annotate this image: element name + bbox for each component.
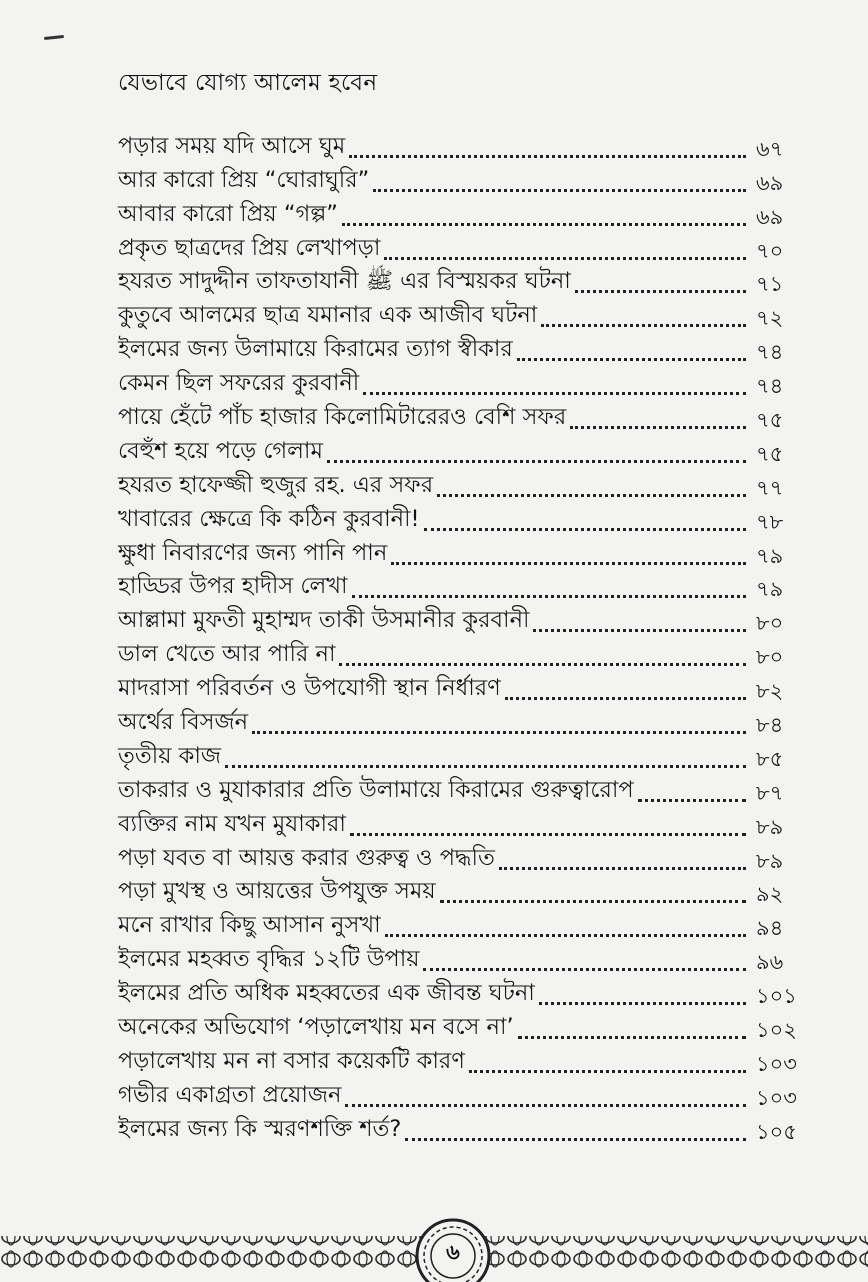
toc-entry-title: অর্থের বিসর্জন — [118, 709, 249, 736]
toc-entry — [118, 670, 808, 704]
toc-entry-title: হযরত হাফেজ্জী হুজুর রহ. এর সফর — [118, 471, 434, 498]
dot-leader — [373, 189, 746, 192]
dot-leader — [424, 528, 746, 531]
dot-leader — [385, 934, 746, 937]
toc-entry-page: ৯২ — [756, 882, 784, 907]
toc-entry-page: ৭২ — [756, 306, 784, 331]
toc-entry — [118, 1043, 808, 1077]
toc-entry — [118, 331, 808, 365]
toc-entry — [118, 399, 808, 433]
toc-entry-title: তৃতীয় কাজ — [118, 742, 222, 769]
toc-entry — [118, 365, 808, 399]
dot-leader — [518, 1036, 746, 1039]
toc-entry — [118, 535, 808, 569]
toc-entry-title: তাকরার ও মুযাকারার প্রতি উলামায়ে কিরামের গুরুত্বারোপ — [118, 776, 634, 803]
toc-entry-page: ৭৪ — [756, 374, 784, 399]
toc-entry-page: ৬৯ — [756, 204, 784, 229]
dot-leader — [499, 867, 746, 870]
dot-leader — [350, 833, 746, 836]
toc-entry-page: ৭৫ — [756, 441, 784, 466]
toc-entry-page: ৭০ — [756, 238, 784, 263]
toc-entry-page: ১০২ — [756, 1018, 797, 1043]
toc-entry-page: ৮২ — [756, 679, 784, 704]
toc-entry-page: ১০৫ — [756, 1119, 797, 1144]
toc-entry-title: ইলমের জন্য কি স্মরণশক্তি শর্ত? — [118, 1115, 402, 1142]
toc-entry — [118, 941, 808, 975]
toc-entry-title: পায়ে হেঁটে পাঁচ হাজার কিলোমিটারেরও বেশি সফর — [118, 404, 567, 431]
toc-entry-page: ৯৬ — [756, 950, 784, 975]
toc-entry-title: ডাল খেতে আর পারি না — [118, 641, 336, 668]
toc-entry — [118, 975, 808, 1009]
toc-entry-page: ৮৪ — [756, 713, 784, 738]
toc-entry-page: ৭১ — [756, 272, 784, 297]
toc-entry — [118, 636, 808, 670]
toc-entry-page: ৮৭ — [756, 780, 784, 805]
toc-entry-title: পড়ার সময় যদি আসে ঘুম — [118, 132, 346, 159]
dot-leader — [252, 731, 746, 734]
page-number: ৬ — [446, 1240, 460, 1264]
dot-leader — [437, 494, 746, 497]
toc-entry — [118, 1077, 808, 1111]
running-header: যেভাবে যোগ্য আলেম হবেন — [118, 70, 378, 96]
toc-entry-page: ৮৫ — [756, 746, 784, 771]
dot-leader — [423, 968, 746, 971]
toc-entry-page: ১০৩ — [756, 1085, 797, 1110]
toc-entry-page: ৭৯ — [756, 577, 784, 602]
dot-leader — [533, 629, 746, 632]
toc-entry-page: ৭৭ — [756, 475, 784, 500]
toc-entry — [118, 433, 808, 467]
dot-leader — [575, 290, 746, 293]
toc-entry-page: ৮৯ — [756, 848, 784, 873]
toc-entry-title: কুতুবে আলমের ছাত্র যমানার এক আজীব ঘটনা — [118, 302, 538, 329]
dot-leader — [391, 562, 746, 565]
toc-entry-title: পড়া যবত বা আয়ত্ত করার গুরুত্ব ও পদ্ধতি — [118, 844, 495, 871]
toc-entry — [118, 1009, 808, 1043]
toc-entry-title: প্রকৃত ছাত্রদের প্রিয় লেখাপড়া — [118, 234, 381, 261]
dot-leader — [570, 426, 746, 429]
dot-leader — [327, 460, 746, 463]
toc-entry — [118, 602, 808, 636]
toc-entry-page: ৬৯ — [756, 170, 784, 195]
toc-entry-title: বেহুঁশ হয়ে পড়ে গেলাম — [118, 437, 323, 464]
dot-leader — [345, 1104, 746, 1107]
toc-entry-page: ৮০ — [756, 645, 784, 670]
dot-leader — [363, 392, 746, 395]
toc-entry — [118, 840, 808, 874]
toc-entry — [118, 772, 808, 806]
dot-leader — [342, 223, 746, 226]
dot-leader — [505, 697, 746, 700]
dot-leader — [469, 1070, 746, 1073]
toc-entry — [118, 162, 808, 196]
toc-entry — [118, 569, 808, 603]
toc-entry-title: ইলমের মহব্বত বৃদ্ধির ১২টি উপায় — [118, 946, 420, 973]
toc-entry-title: আবার কারো প্রিয় “গল্প” — [118, 200, 338, 227]
dot-leader — [539, 1002, 746, 1005]
toc-entry-page: ৮০ — [756, 611, 784, 636]
toc-entry — [118, 467, 808, 501]
toc-entry-title: ক্ষুধা নিবারণের জন্য পানি পান — [118, 539, 388, 566]
dot-leader — [541, 324, 746, 327]
ink-mark — [44, 35, 64, 40]
toc-entry — [118, 230, 808, 264]
toc-entry-title: খাবারের ক্ষেত্রে কি কঠিন কুরবানী! — [118, 505, 420, 532]
toc-entry-title: পড়ালেখায় মন না বসার কয়েকটি কারণ — [118, 1047, 465, 1074]
toc-entry — [118, 501, 808, 535]
toc-entry-title: মাদরাসা পরিবর্তন ও উপযোগী স্থান নির্ধারণ — [118, 675, 501, 702]
dot-leader — [405, 1138, 746, 1141]
toc-entry — [118, 264, 808, 298]
table-of-contents — [118, 128, 808, 1145]
dot-leader — [384, 257, 746, 260]
toc-entry-title: হযরত সাদুদ্দীন তাফতাযানী ﷺ এর বিস্ময়কর ঘটনা — [118, 268, 571, 295]
dot-leader — [638, 799, 746, 802]
toc-entry — [118, 806, 808, 840]
toc-entry-title: গভীর একাগ্রতা প্রয়োজন — [118, 1081, 342, 1108]
toc-entry-page: ৮৯ — [756, 814, 784, 839]
toc-entry — [118, 907, 808, 941]
dot-leader — [352, 595, 746, 598]
toc-entry-title: কেমন ছিল সফরের কুরবানী — [118, 370, 360, 397]
toc-entry — [118, 874, 808, 908]
toc-entry-page: ১০১ — [756, 984, 797, 1009]
toc-entry-title: হাড্ডির উপর হাদীস লেখা — [118, 573, 348, 600]
dot-leader — [339, 663, 746, 666]
toc-entry — [118, 128, 808, 162]
dot-leader — [517, 358, 746, 361]
toc-entry-title: মনে রাখার কিছু আসান নুসখা — [118, 912, 381, 939]
toc-entry-page: ৭৫ — [756, 408, 784, 433]
toc-entry-page: ৭৪ — [756, 340, 784, 365]
toc-entry — [118, 738, 808, 772]
toc-entry-page: ৬৭ — [756, 136, 784, 161]
toc-entry — [118, 704, 808, 738]
toc-entry-title: ইলমের প্রতি অধিক মহব্বতের এক জীবন্ত ঘটনা — [118, 980, 535, 1007]
dot-leader — [225, 765, 746, 768]
toc-entry — [118, 297, 808, 331]
dot-leader — [349, 155, 746, 158]
toc-entry-title: অনেকের অভিযোগ ‘পড়ালেখায় মন বসে না’ — [118, 1014, 514, 1041]
toc-entry-title: ব্যক্তির নাম যখন মুযাকারা — [118, 810, 346, 837]
toc-entry — [118, 1111, 808, 1145]
toc-entry-title: পড়া মুখস্থ ও আয়ত্তের উপযুক্ত সময় — [118, 878, 436, 905]
toc-entry-page: ৭৮ — [756, 509, 784, 534]
toc-entry-title: আল্লামা মুফতী মুহাম্মদ তাকী উসমানীর কুরবানী — [118, 607, 530, 634]
toc-entry-title: ইলমের জন্য উলামায়ে কিরামের ত্যাগ স্বীকার — [118, 336, 513, 363]
toc-entry-title: আর কারো প্রিয় “ঘোরাঘুরি” — [118, 166, 370, 193]
toc-entry-page: ৭৯ — [756, 543, 784, 568]
toc-entry-page: ১০৩ — [756, 1051, 797, 1076]
dot-leader — [440, 900, 746, 903]
toc-entry-page: ৯৪ — [756, 916, 784, 941]
toc-entry — [118, 196, 808, 230]
